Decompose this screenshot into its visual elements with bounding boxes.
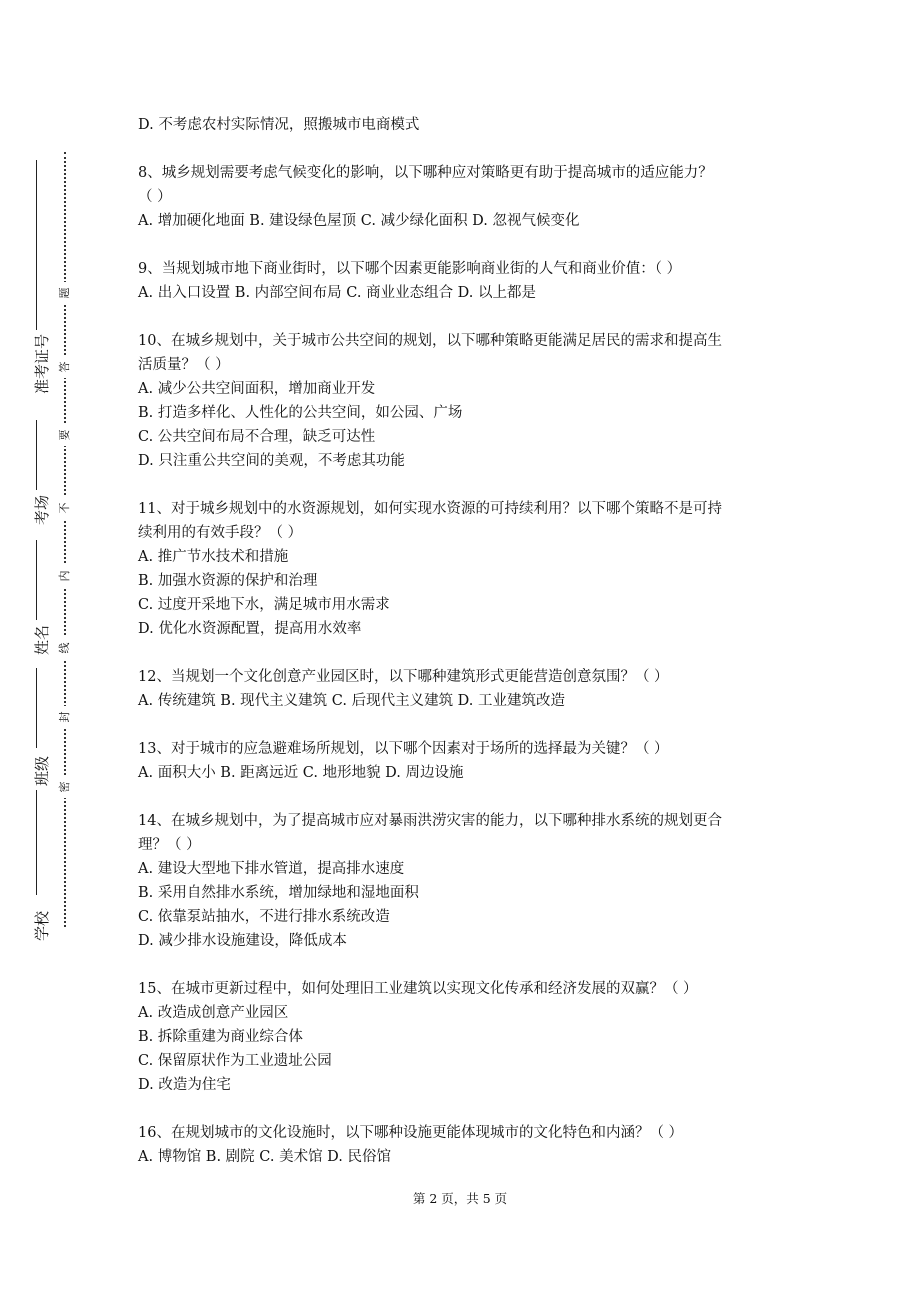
seal-char: 线 [54,637,76,659]
question-text: 12、当规划一个文化创意产业园区时，以下哪种建筑形式更能营造创意氛围？（ ） [138,669,669,685]
question-text: 续利用的有效手段？（ ） [138,525,303,541]
exam-number-line[interactable] [36,160,37,330]
question-text: 活质量？（ ） [138,357,230,373]
question-text: 理？（ ） [138,837,201,853]
option-line: A. 减少公共空间面积，增加商业开发 [138,381,376,397]
option-line: A. 增加硬化地面 B. 建设绿色屋顶 C. 减少绿化面积 D. 忽视气候变化 [138,213,580,229]
question-block [138,497,798,641]
option-line: A. 改造成创意产业园区 [138,1005,289,1021]
option-line: C. 保留原状作为工业遗址公园 [138,1053,332,1069]
option-line: C. 公共空间布局不合理，缺乏可达性 [138,429,376,445]
option-line: C. 过度开采地下水，满足城市用水需求 [138,597,390,613]
option-line: C. 依靠泵站抽水，不进行排水系统改造 [138,909,390,925]
question-text: 8、城乡规划需要考虑气候变化的影响，以下哪种应对策略更有助于提高城市的适应能力？ [138,165,713,181]
option-line: D. 优化水资源配置，提高用水效率 [138,621,362,637]
school-line[interactable] [36,790,37,895]
seal-char: 题 [54,282,76,304]
question-block [138,737,798,785]
question-text: 9、当规划城市地下商业街时，以下哪个因素更能影响商业街的人气和商业价值：（ ） [138,261,682,277]
exam-content [138,113,798,1193]
question-text: 16、在规划城市的文化设施时，以下哪种设施更能体现城市的文化特色和内涵？（ ） [138,1125,684,1141]
question-block [138,113,798,137]
question-block [138,329,798,473]
option-line: A. 博物馆 B. 剧院 C. 美术馆 D. 民俗馆 [138,1149,392,1165]
question-text: （ ） [138,189,172,205]
option-line: D. 改造为住宅 [138,1077,231,1093]
option-line: D. 减少排水设施建设，降低成本 [138,933,347,949]
exam-room-label: 考场 [33,495,51,526]
question-block [138,1121,798,1169]
question-block [138,257,798,305]
option-line: A. 推广节水技术和措施 [138,549,289,565]
question-block [138,809,798,953]
seal-char: 密 [54,776,76,798]
seal-dotted-line [64,152,66,927]
option-line: D. 只注重公共空间的美观，不考虑其功能 [138,453,405,469]
question-text: 13、对于城市的应急避难场所规划，以下哪个因素对于场所的选择最为关键？（ ） [138,741,669,757]
seal-char: 不 [54,497,76,519]
option-line: B. 打造多样化、人性化的公共空间，如公园、广场 [138,405,463,421]
class-line[interactable] [36,668,37,748]
question-text: 15、在城市更新过程中，如何处理旧工业建筑以实现文化传承和经济发展的双赢？（ ） [138,981,698,997]
option-line: B. 拆除重建为商业综合体 [138,1029,303,1045]
seal-char: 内 [54,565,76,587]
name-line[interactable] [36,540,37,620]
question-text: 10、在城乡规划中，关于城市公共空间的规划，以下哪种策略更能满足居民的需求和提高生 [138,333,722,349]
option-line: D. 不考虑农村实际情况，照搬城市电商模式 [138,117,420,133]
exam-number-label: 准考证号 [33,333,51,394]
seal-char: 要 [54,424,76,446]
question-block [138,161,798,233]
option-line: A. 建设大型地下排水管道，提高排水速度 [138,861,405,877]
seal-char: 答 [54,356,76,378]
school-label: 学校 [33,911,51,942]
question-text: 11、对于城乡规划中的水资源规划，如何实现水资源的可持续利用？以下哪个策略不是可持 [138,501,722,517]
seal-char: 封 [54,706,76,728]
option-line: B. 加强水资源的保护和治理 [138,573,318,589]
question-block [138,977,798,1097]
option-line: A. 传统建筑 B. 现代主义建筑 C. 后现代主义建筑 D. 工业建筑改造 [138,693,566,709]
option-line: B. 采用自然排水系统，增加绿地和湿地面积 [138,885,419,901]
class-label: 班级 [33,756,51,787]
page-number: 第 2 页，共 5 页 [412,1191,508,1206]
option-line: A. 面积大小 B. 距离远近 C. 地形地貌 D. 周边设施 [138,765,464,781]
name-label: 姓名 [33,625,51,656]
question-block [138,665,798,713]
option-line: A. 出入口设置 B. 内部空间布局 C. 商业业态组合 D. 以上都是 [138,285,537,301]
question-text: 14、在城乡规划中，为了提高城市应对暴雨洪涝灾害的能力，以下哪种排水系统的规划更合 [138,813,722,829]
